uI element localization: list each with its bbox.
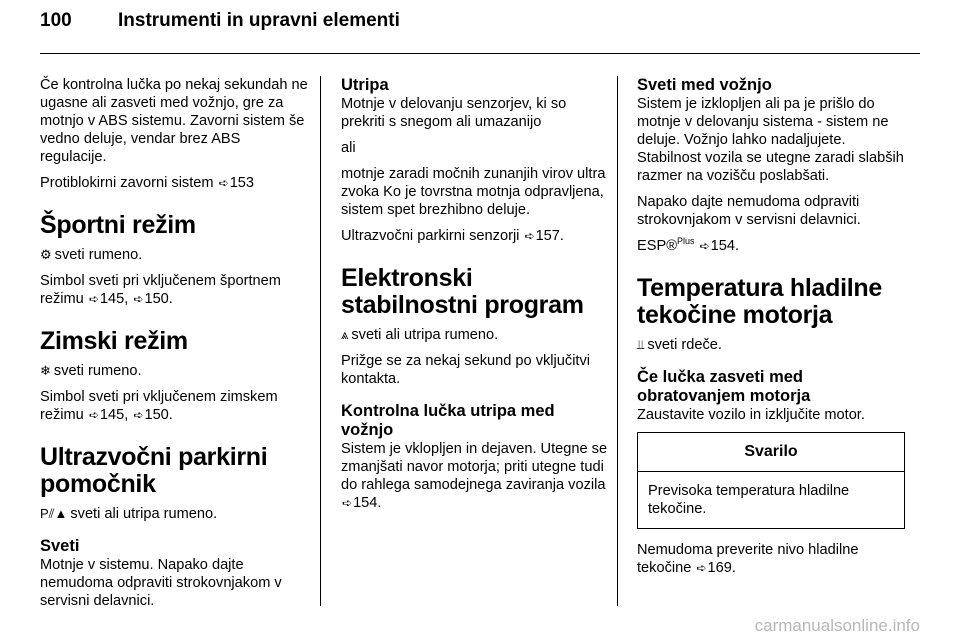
sport-page-link-1[interactable]: 145, [99, 291, 129, 307]
winter-mode-icon: ❄ [40, 363, 51, 378]
coolant-page-link[interactable]: 169. [707, 560, 736, 576]
parking-assist-icon: P⫽▲ [40, 506, 68, 521]
sensor-reference: Ultrazvočni parkirni senzorji ➪157. [341, 228, 564, 244]
coolant-check-text: Nemudoma preverite nivo hladilne tekočine ➪169. [637, 542, 859, 576]
winter-text: Simbol sveti pri vključenem zimskem režimu ➪145, ➪150. [40, 389, 278, 423]
page-ref-arrow-icon: ➪ [88, 292, 99, 306]
header-rule [40, 53, 920, 54]
flashing-heading: Utripa [341, 76, 389, 94]
winter-status-line: ❄ sveti rumeno. [40, 363, 142, 379]
flashing-text: Motnje v delovanju senzorjev, ki so prekriti s snegom ali umazanijo [341, 96, 567, 130]
watermark: carmanualsonline.info [754, 616, 920, 635]
esp-flashing-text: Sistem je vklopljen in dejaven. Utegne se zmanjšati navor motorja; priti utegne tudi do rahlega samodejnega zaviranja vozila ➪154. [341, 441, 608, 511]
page-ref-arrow-icon: ➪ [342, 496, 353, 510]
winter-page-link-1[interactable]: 145, [99, 407, 129, 423]
page-ref-arrow-icon: ➪ [218, 176, 229, 190]
warning-title: Svarilo [638, 433, 904, 472]
warning-box [637, 432, 905, 529]
page-ref-arrow-icon: ➪ [696, 561, 707, 575]
coolant-sub-text: Zaustavite vozilo in izključite motor. [637, 407, 865, 423]
column-3 [637, 76, 905, 585]
sport-mode-icon: ⚙ [40, 247, 52, 262]
column-divider [617, 76, 618, 606]
abs-reference: Protiblokirni zavorni sistem ➪153 [40, 175, 255, 191]
page-ref-arrow-icon: ➪ [88, 408, 99, 422]
column-1 [40, 76, 310, 618]
sensor-page-link[interactable]: 157. [535, 228, 564, 244]
parking-assist-heading: Ultrazvočni parkirni pomočnik [40, 443, 268, 498]
esp-lit-text-2: Napako dajte nemudoma odpraviti strokovnjakom v servisni delavnici. [637, 194, 861, 228]
page-ref-arrow-icon: ➪ [133, 292, 144, 306]
esp-plus-page-link[interactable]: 154. [710, 238, 740, 254]
page-ref-arrow-icon: ➪ [524, 229, 535, 243]
abs-page-link[interactable]: 153 [229, 175, 255, 191]
coolant-temperature-icon: ⫫ [637, 337, 645, 352]
page-ref-arrow-icon: ➪ [133, 408, 144, 422]
sport-text: Simbol sveti pri vključenem športnem režimu ➪145, ➪150. [40, 273, 281, 307]
parking-status-line: P⫽▲ sveti ali utripa rumeno. [40, 506, 218, 522]
sport-mode-heading: Športni režim [40, 211, 196, 239]
page-title: Instrumenti in upravni elementi [118, 10, 400, 31]
lit-heading: Sveti [40, 537, 80, 555]
winter-mode-heading: Zimski režim [40, 327, 188, 355]
esp-heading: Elektronski stabilnostni program [341, 264, 584, 319]
esp-flashing-heading: Kontrolna lučka utripa med vožnjo [341, 402, 555, 439]
sport-status-line: ⚙ sveti rumeno. [40, 247, 143, 263]
page-number: 100 [40, 10, 72, 31]
sport-page-link-2[interactable]: 150. [144, 291, 173, 307]
or-text: ali [341, 140, 356, 156]
esp-page-link[interactable]: 154. [353, 495, 382, 511]
esp-status-line: ⩓ sveti ali utripa rumeno. [341, 327, 499, 343]
lit-text: Motnje v sistemu. Napako dajte nemudoma odpraviti strokovnjakom v servisni delavnici. [40, 557, 282, 609]
page-header [40, 10, 400, 32]
coolant-heading: Temperatura hladilne tekočine motorja [637, 274, 882, 329]
esp-plus-reference: ESP®$^{Plus}$ ➪154. [637, 236, 740, 254]
esp-lit-text: Sistem je izklopljen ali pa je prišlo do motnje v delovanju sistema - sistem ne deluje. Vožnjo lahko nadaljujete. Stabilnost vozila se utegne zaradi slabših razmer na vozišču poslabšati. [637, 96, 904, 184]
esp-text: Prižge se za nekaj sekund po vključitvi kontakta. [341, 353, 591, 387]
flashing-text-2: motnje zaradi močnih zunanjih virov ultra zvoka Ko je tovrstna motnja odpravljena, sistem spet brezhibno deluje. [341, 166, 606, 218]
coolant-status-line: ⫫ sveti rdeče. [637, 337, 722, 353]
warning-text: Previsoka temperatura hladilne tekočine. [648, 483, 850, 517]
esp-icon: ⩓ [341, 327, 349, 342]
page-ref-arrow-icon: ➪ [699, 239, 710, 253]
column-divider [320, 76, 321, 606]
column-2 [341, 76, 611, 520]
esp-lit-heading: Sveti med vožnjo [637, 76, 772, 94]
coolant-sub-heading: Če lučka zasveti med obratovanjem motorja [637, 368, 811, 405]
abs-intro-text: Če kontrolna lučka po nekaj sekundah ne ugasne ali zasveti med vožnjo, gre za motnjo v ABS sistemu. Zavorni sistem še vedno deluje, vendar brez ABS regulacije. [40, 77, 308, 165]
winter-page-link-2[interactable]: 150. [144, 407, 173, 423]
